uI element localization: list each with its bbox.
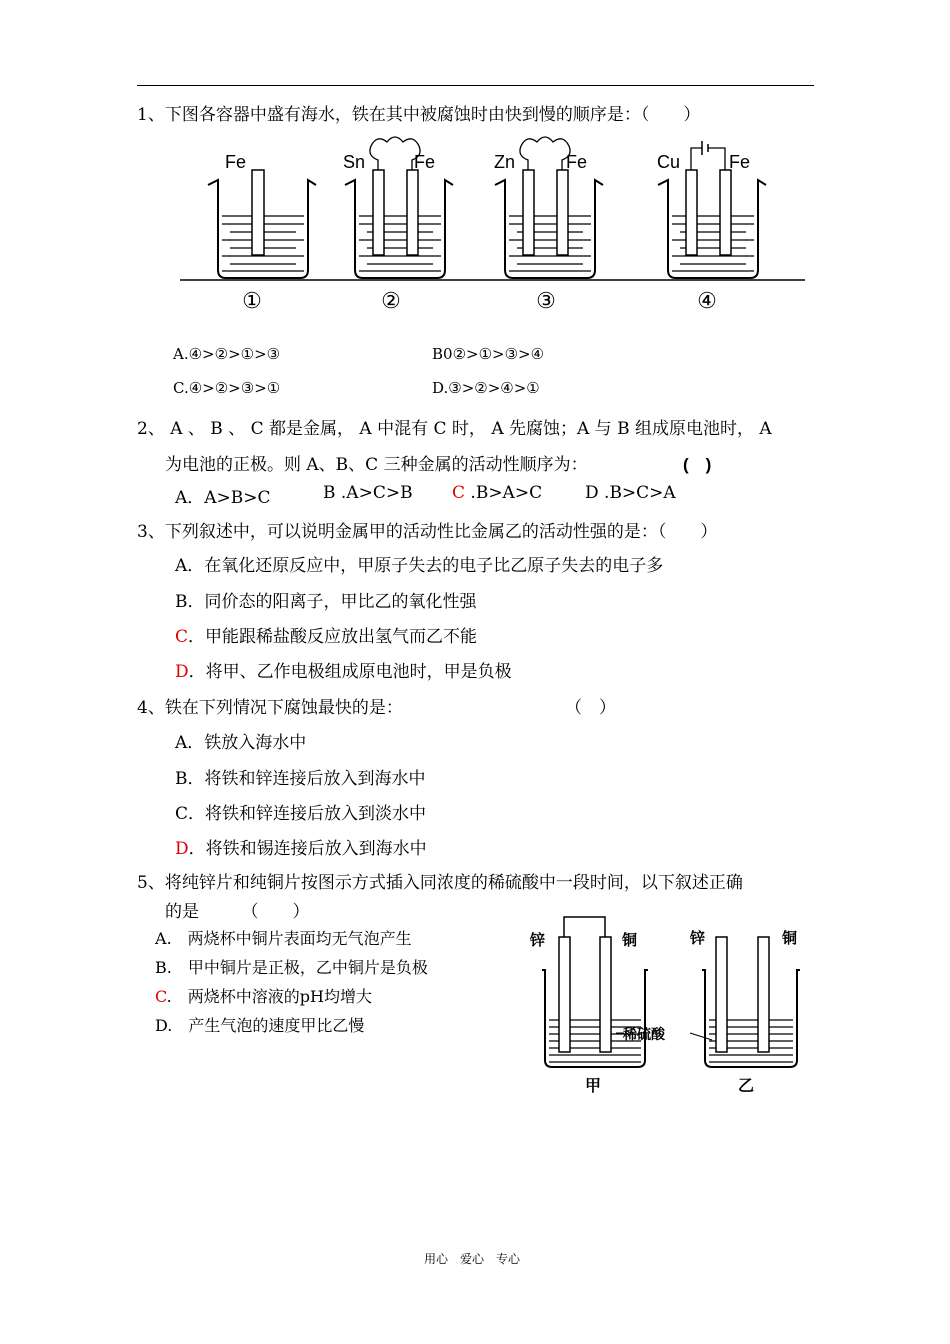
q3-option-a-text: ．在氧化还原反应中，甲原子失去的电子比乙原子失去的电子多 [187,556,664,576]
q1-option-b: B0②>①>③>④ [432,345,545,363]
question-2-line2: 为电池的正极。则 A、B、C 三种金属的活动性顺序为： [165,455,588,475]
q5-copper-label-1: 铜 [622,932,638,949]
q5-option-a [155,926,412,949]
q5-option-d [155,1013,364,1036]
q3-option-d-text: ．将甲、乙作电极组成原电池时，甲是负极 [188,662,512,682]
beaker-4-label-left: Cu [657,152,681,172]
q5-option-b-letter: B [155,958,167,977]
q3-option-d-letter: D [175,662,189,682]
q5-yi-label: 乙 [738,1078,755,1095]
beaker-1 [208,170,316,278]
q1-option-c: C.④>②>③>① [173,379,281,397]
q3-option-c-text: ．甲能跟稀盐酸反应放出氢气而乙不能 [188,627,478,647]
q5-zinc-label-1: 锌 [530,932,546,949]
q2-option-a: A．A>B>C [175,488,271,508]
q4-option-a [175,728,306,753]
q5-jia-label: 甲 [585,1078,602,1095]
beaker-4-label-right: Fe [729,152,751,172]
beaker-1-label-left: Fe [225,152,247,172]
beaker-2-label-left: Sn [343,152,366,172]
q3-option-c [175,622,477,647]
q3-option-b-letter: B [175,592,188,612]
q2-option-c-letter: C [452,483,466,503]
q5-option-c-text: . 两烧杯中溶液的pH均增大 [166,987,372,1006]
q5-option-a-letter: A [155,929,167,948]
beaker-2-mark: ② [381,288,401,313]
question-1-text: 1、下图各容器中盛有海水，铁在其中被腐蚀时由快到慢的顺序是：（ ） [137,105,701,125]
q3-option-b-text: ．同价态的阳离子，甲比乙的氧化性强 [187,592,477,612]
beaker-3-label-left: Zn [494,152,516,172]
question-2-paren: ( ) [683,455,712,474]
header-rule [137,85,814,86]
q5-figure [520,915,810,1095]
beaker-4-mark: ④ [697,288,717,313]
q2-option-c [452,483,542,503]
q2-option-c-text: .B>A>C [465,483,543,503]
q3-option-b [175,587,477,612]
beaker-2-label-right: Fe [414,152,436,172]
q1-option-d: D.③>②>④>① [432,379,540,397]
question-5-line1: 5、将纯锌片和纯铜片按图示方式插入同浓度的稀硫酸中一段时间，以下叙述正确 [137,873,743,893]
q3-option-a [175,551,663,576]
q5-option-b [155,955,428,978]
q5-copper-label-2: 铜 [782,930,798,947]
q3-option-c-letter: C [175,627,189,647]
q2-option-d: D .B>C>A [585,483,676,503]
q1-option-a: A.④>②>①>③ [173,345,281,363]
q5-option-a-text: . 两烧杯中铜片表面均无气泡产生 [166,929,412,948]
q4-option-d-letter: D [175,839,189,859]
question-3-text: 3、下列叙述中，可以说明金属甲的活动性比金属乙的活动性强的是：（ ） [137,522,718,542]
question-4-paren: （ ） [565,698,616,718]
page-footer: 用心 爱心 专心 [424,1252,521,1266]
question-5-line2: 的是 （ ） [165,902,310,922]
q5-option-c-letter: C [155,987,167,1006]
q5-zinc-label-2: 锌 [690,930,706,947]
q5-option-d-text: . 产生气泡的速度甲比乙慢 [167,1016,365,1035]
q2-option-b: B .A>C>B [323,483,413,503]
beaker-3-label-right: Fe [566,152,588,172]
question-4-text: 4、铁在下列情况下腐蚀最快的是： [137,698,403,718]
question-2-line1: 2、 A 、 B 、 C 都是金属， A 中混有 C 时， A 先腐蚀；A 与 B 组成原电池时， A [137,419,772,439]
q4-option-a-text: ．铁放入海水中 [187,733,307,753]
q4-option-c [175,799,426,824]
q5-option-b-text: . 甲中铜片是正极，乙中铜片是负极 [166,958,428,977]
beaker-yi [702,937,800,1067]
beaker-1-mark: ① [242,288,262,313]
q5-option-c [155,984,372,1007]
q4-option-d-text: ．将铁和锡连接后放入到海水中 [188,839,427,859]
q4-option-c-letter: C [175,804,189,824]
q1-beakers-figure [180,130,810,320]
q3-option-a-letter: A [175,556,188,576]
q4-option-c-text: ．将铁和锌连接后放入到淡水中 [188,804,427,824]
q5-option-d-letter: D [155,1016,168,1035]
q4-option-a-letter: A [175,733,188,753]
beaker-3-mark: ③ [536,288,556,313]
q4-option-d [175,834,427,859]
q4-option-b [175,764,426,789]
q4-option-b-text: ．将铁和锌连接后放入到海水中 [187,769,426,789]
q4-option-b-letter: B [175,769,188,789]
q3-option-d [175,657,512,682]
q5-acid-label: 稀硫酸 [623,1026,665,1042]
